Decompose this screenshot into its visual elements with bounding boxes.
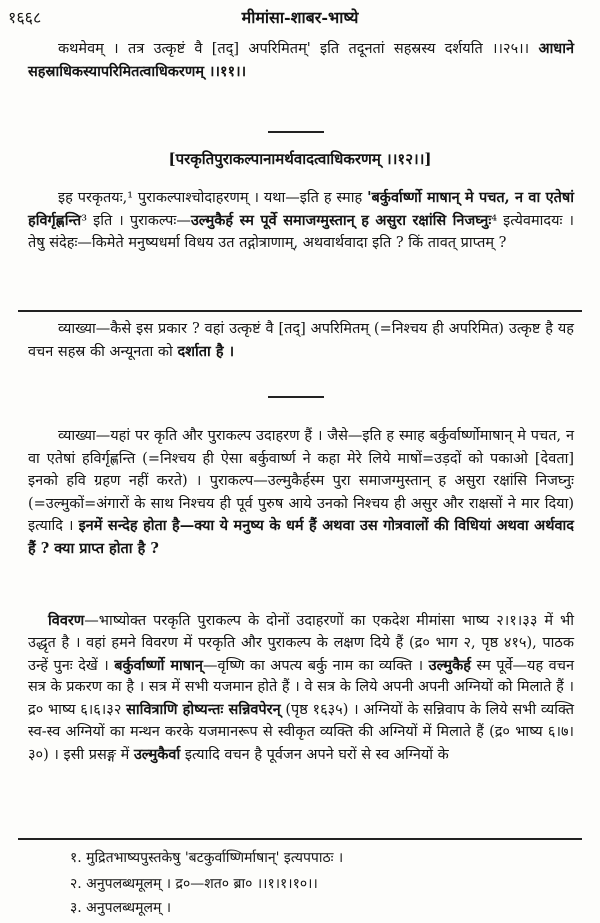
p5-text-d: —वृष्णि का अपत्य बर्कु नाम का व्यक्ति ।	[202, 657, 429, 674]
p2-text-a: इह परकृतयः,¹ पुराकल्पाश्चोदाहरणम् । यथा—इति ह स्माह	[58, 190, 368, 206]
p5-text-j: इत्यादि वचन है पूर्वजन अपने घरों से स्व अग्नियों के	[180, 746, 449, 763]
p5-bold-c: बर्कुर्वार्ष्णो माषान्	[114, 656, 203, 674]
p5-text-f: स्म पूर्वे—यह वचन सत्र के प्रकरण का है । सत्र में सभी यजमान होते हैं । वे सत्र के लिये अपनी अपनी अग्नियों को मिलाते हैं । द्र० भाष्य ६।६।३२	[28, 657, 574, 719]
p2-quote-1: 'बर्कुर्वार्ष्णो माषान् मे पचत, न वा एतेषां हविर्गृह्णन्ति	[28, 189, 575, 229]
section-divider-2	[268, 396, 324, 398]
p2-text-e: ⁴ इत्येवमादयः । तेषु संदेहः—किमेते मनुष्यधर्मा विधय उत तद्गोत्राणाम्, अथवार्थवादा इति ? किं तावत् प्राप्तम् ?	[28, 212, 575, 251]
footnote-3: ३. अनुपलब्धमूलम् ।	[70, 900, 172, 916]
footnote-2: २. अनुपलब्धमूलम् । द्र०—शत० ब्रा० ।।१।१।१०।।	[70, 876, 318, 892]
footnote-rule	[18, 838, 582, 840]
p2-quote-2: उल्मुकैर्ह स्म पूर्वे समाजग्मुस्तान् ह असुरा रक्षांसि निजघ्नुः	[190, 211, 492, 229]
p5-text-h: (पृष्ठ १६३५) । अग्नियों के सन्निवाप के लिये सभी व्यक्ति स्व-स्व अग्नियों का मन्थन करके यजमानरूप से स्वीकृत व्यक्ति की अग्नियों में मिलाते हैं (द्र० भाष्य ६।७।३०) । इसी प्रसङ्ग में	[28, 702, 574, 763]
paragraph-vivarana	[28, 610, 574, 767]
paragraph-vyakhya-1	[28, 318, 574, 363]
paragraph-vyakhya-2	[28, 425, 574, 560]
p3-bold: दर्शाता है ।	[177, 342, 235, 360]
page-header	[0, 6, 600, 32]
section-divider	[268, 131, 324, 133]
paragraph-sanskrit-1	[28, 38, 574, 83]
p5-text-b: —भाष्योक्त परकृति पुराकल्प के दोनों उदाहरणों का एकदेश मीमांसा भाष्य २।१।३३ में भी उद्धृत है । वहां हमने विवरण में परकृति और पुराकल्प के लक्षण दिये हैं (द्र० भाग २, पृष्ठ ४१५), पाठक उन्हें पुनः देखें ।	[28, 613, 574, 674]
p5-bold-e: उल्मुकैर्ह	[428, 656, 471, 674]
vivarana-label: विवरण	[48, 612, 85, 629]
footnote-1: १. मुद्रितभाष्यपुस्तकेषु 'बटकुर्वाष्णिर्माषान्' इत्यपपाठः ।	[70, 850, 344, 866]
running-title: मीमांसा-शाबर-भाष्ये	[241, 8, 359, 27]
p5-bold-i: उल्मुकैर्वा	[133, 745, 181, 763]
p5-bold-g: सावित्राणि होष्यन्तः सन्निवपेरन्	[126, 701, 281, 719]
p2-text-c: ³ इति । पुराकल्पः—	[81, 212, 191, 229]
p4-bold: इनमें सन्देह होता है—क्या ये मनुष्य के धर्म हैं अथवा उस गोत्रवालों की विधियां अथवा अर्थवाद हैं ? क्या प्राप्त होता है ?	[28, 517, 574, 557]
adhikarana-title: आधाने सहस्राधिकस्यापरिमितत्वाधिकरणम् ।।११।।	[28, 40, 574, 80]
p4-text: व्याख्या—यहां पर कृति और पुराकल्प उदाहरण हैं । जैसे—इति ह स्माह बर्कुर्वार्ष्णोमाषान् मे पचत, न वा एतेषां हविर्गृह्णन्ति (=निश्चय ही ऐसा बर्कुवार्ष्ण ने कहा मेरे लिये माषों=उड़दों को पकाओ [देवता] इनको हवि ग्रहण नहीं करते) । पुराकल्प—उल्मुकैर्हस्म पुरा समाजग्मुस्तान् ह असुरा रक्षांसि निजघ्नुः (=उल्मुकों=अंगारों के साथ निश्चय ही पूर्व पुरुष आये उनको निश्चय ही असुर और राक्षसों ने मार दिया) इत्यादि ।	[28, 428, 574, 534]
paragraph-sanskrit-2	[28, 187, 574, 255]
page-number: १६६८	[8, 8, 42, 27]
section-title: [परकृतिपुराकल्पानामर्थवादत्वाधिकरणम् ।।१२।।]	[168, 150, 432, 168]
horizontal-rule	[18, 310, 582, 312]
p1-text: कथमेवम् । तत्र उत्कृष्टं वै [तद्] अपरिमितम्' इति तदूनतां सहस्रस्य दर्शयति ।।२५।।	[58, 41, 539, 57]
p3-text: व्याख्या—कैसे इस प्रकार ? वहां उत्कृष्टं वै [तद्] अपरिमितम् (=निश्चय ही अपरिमित) उत्कृष्ट है यह वचन सहस्र की अन्यूनता को	[28, 321, 574, 360]
